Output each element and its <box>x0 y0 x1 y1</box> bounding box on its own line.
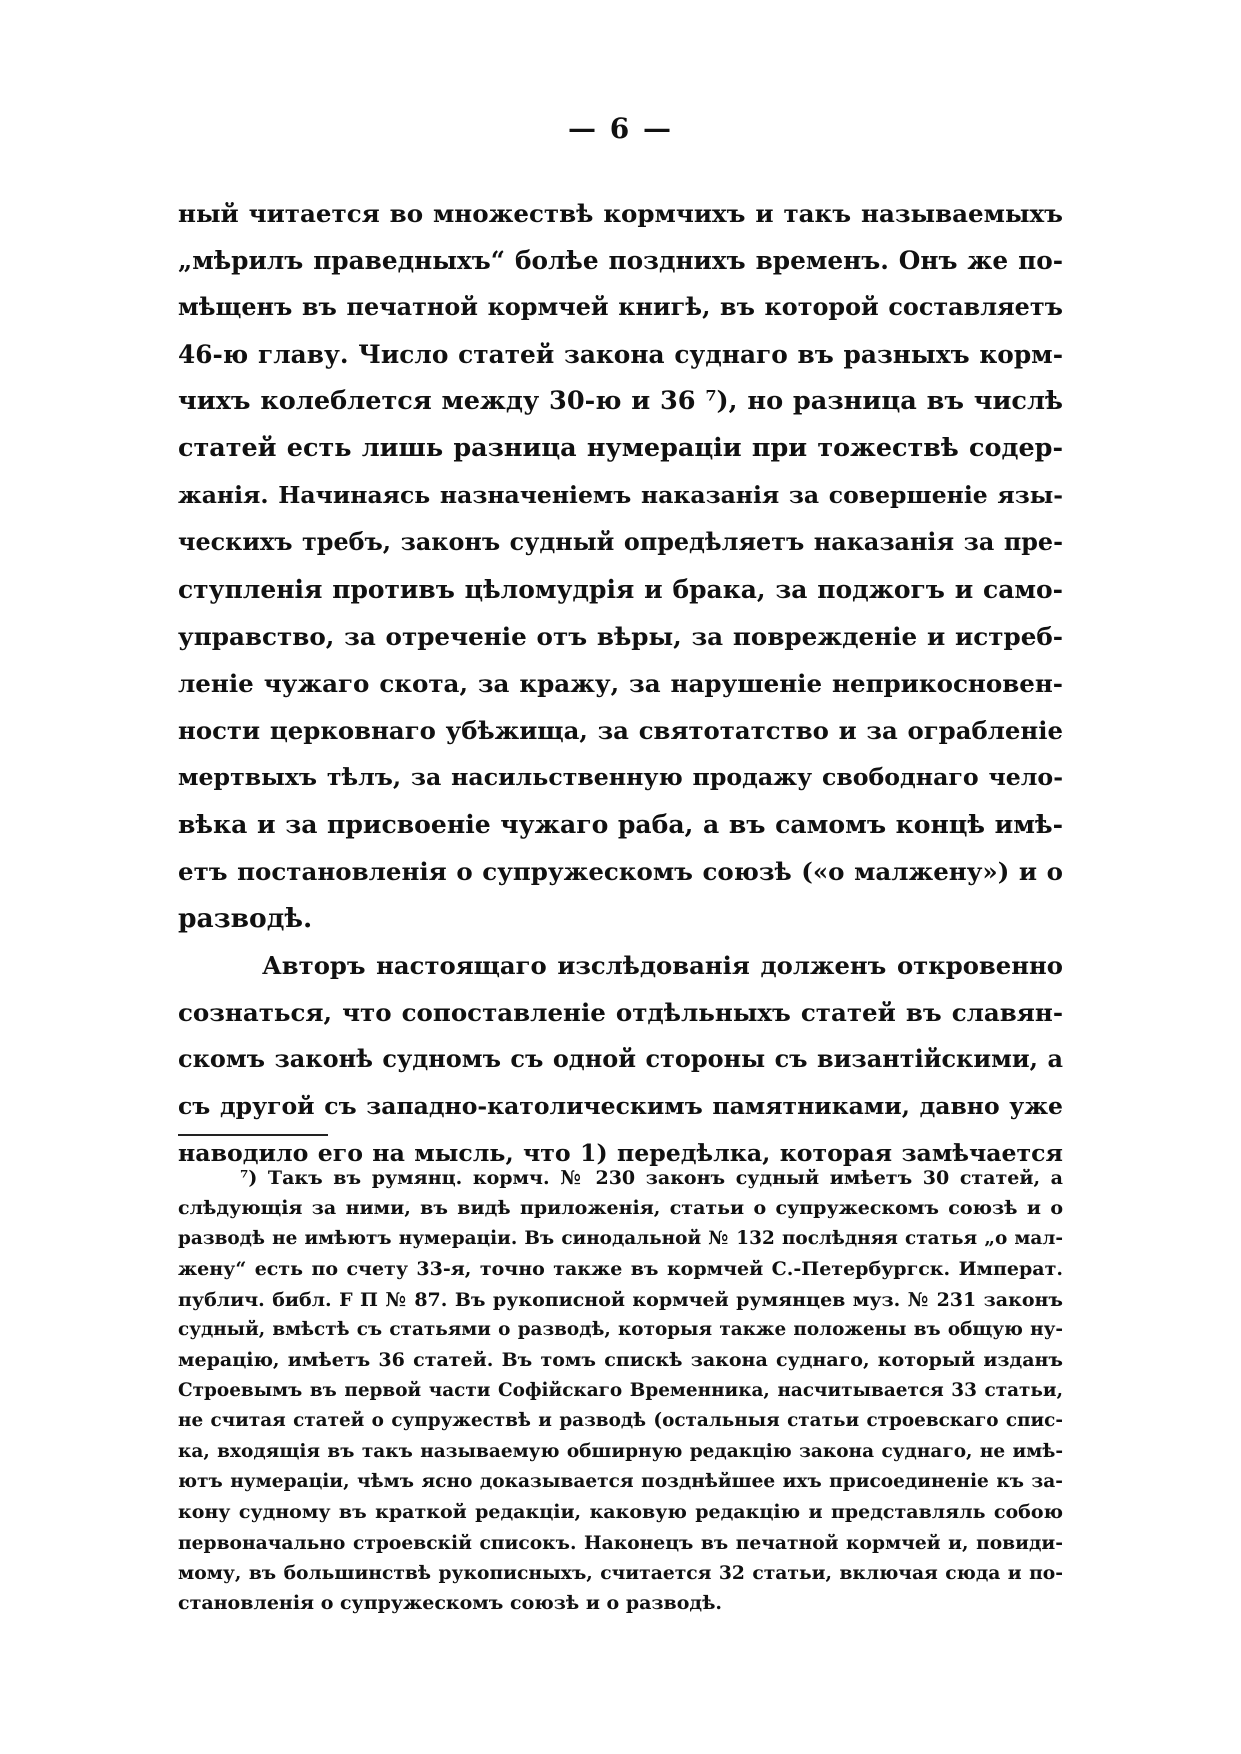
footnote-line: судный, вмѣстѣ съ статьями о разводѣ, которыя также положены въ общую ну- <box>178 1318 1063 1340</box>
footnote-divider <box>178 1134 328 1136</box>
text-line: скомъ законѣ судномъ съ одной стороны съ византійскими, а <box>178 1045 1063 1073</box>
text-line: ности церковнаго убѣжища, за святотатство и за ограбленіе <box>178 716 1063 745</box>
text-line: ный читается во множествѣ кормчихъ и такъ называемыхъ <box>178 199 1063 228</box>
footnote-line: Строевымъ въ первой части Софійскаго Временника, насчитывается 33 статьи, <box>178 1379 1063 1401</box>
text-line: леніе чужаго скота, за кражу, за нарушеніе неприкосновен- <box>178 669 1063 698</box>
text-line: наводило его на мысль, что 1) передѣлка, которая замѣчается <box>178 1139 1063 1167</box>
text-line: управство, за отреченіе отъ вѣры, за поврежденіе и истреб- <box>178 622 1063 651</box>
text-line: съ другой съ западно-католическимъ памятниками, давно уже <box>178 1092 1063 1120</box>
footnote-line: первоначально строевскій списокъ. Наконецъ въ печатной кормчей и, повиди- <box>178 1531 1063 1554</box>
text-line: ступленія противъ цѣломудрія и брака, за поджогъ и само- <box>178 575 1063 604</box>
text-line: етъ постановленія о супружескомъ союзѣ («о малжену») и о <box>178 857 1063 886</box>
footnote-line: ка, входящія въ такъ называемую обширную редакцію закона суднаго, не имѣ- <box>178 1440 1063 1462</box>
footnote-line: мому, въ большинствѣ рукописныхъ, считается 32 статьи, включая сюда и по- <box>178 1562 1063 1585</box>
text-line: ческихъ требъ, законъ судный опредѣляетъ наказанія за пре- <box>178 528 1063 556</box>
footnote-line: мерацію, имѣетъ 36 статей. Въ томъ спискѣ закона суднаго, который изданъ <box>178 1349 1063 1372</box>
footnote-block <box>178 1163 1063 1619</box>
text-line: вѣка и за присвоеніе чужаго раба, а въ самомъ концѣ имѣ- <box>178 809 1063 839</box>
page-number: — 6 — <box>568 112 673 145</box>
footnote-line: ⁷) Такъ въ румянц. кормч. № 230 законъ судный имѣетъ 30 статей, а <box>240 1167 1063 1189</box>
footnote-line: не считая статей о супружествѣ и разводѣ (остальныя статьи строевскаго спис- <box>178 1410 1063 1432</box>
footnote-line: публич. библ. F П № 87. Въ рукописной кормчей румянцев муз. № 231 законъ <box>178 1288 1063 1311</box>
footnote-line: ютъ нумераціи, чѣмъ ясно доказывается позднѣйшее ихъ присоединеніе къ за- <box>178 1470 1063 1492</box>
footnote-line: кону судному въ краткой редакціи, каковую редакцію и представляль собою <box>178 1501 1063 1524</box>
text-line: статей есть лишь разница нумераціи при тожествѣ содер- <box>178 433 1063 463</box>
text-line: Авторъ настоящаго изслѣдованія долженъ откровенно <box>262 951 1063 980</box>
main-text-block <box>178 190 1063 1177</box>
text-line: чихъ колеблется между 30-ю и 36 ⁷), но разница въ числѣ <box>178 386 1063 416</box>
text-line: 46-ю главу. Число статей закона суднаго въ разныхъ корм- <box>178 340 1063 369</box>
text-line: жанія. Начинаясь назначеніемъ наказанія за совершеніе язы- <box>178 481 1063 509</box>
text-line: мертвыхъ тѣлъ, за насильственную продажу свободнаго чело- <box>178 763 1063 791</box>
footnote-line: слѣдующія за ними, въ видѣ приложенія, статьи о супружескомъ союзѣ и о <box>178 1197 1063 1220</box>
text-line: разводѣ. <box>178 903 313 934</box>
footnote-line: жену“ есть по счету 33-я, точно также въ кормчей С.-Петербургск. Императ. <box>178 1258 1063 1281</box>
text-line: „мѣрилъ праведныхъ“ болѣе позднихъ временъ. Онъ же по- <box>178 246 1063 275</box>
text-line: сознаться, что сопоставленіе отдѣльныхъ статей въ славян- <box>178 998 1063 1027</box>
footnote-line: становленія о супружескомъ союзѣ и о разводѣ. <box>178 1592 723 1615</box>
footnote-line: разводѣ не имѣютъ нумераціи. Въ синодальной № 132 послѣдняя статья „о мал- <box>178 1227 1063 1249</box>
text-line: мѣщенъ въ печатной кормчей книгѣ, въ которой составляетъ <box>178 293 1063 321</box>
